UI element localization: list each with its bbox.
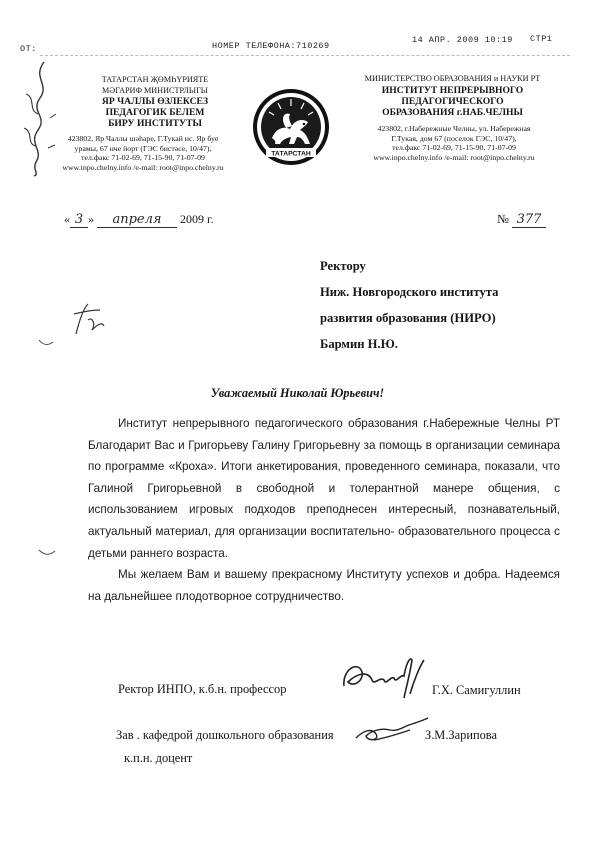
head-title: Зав . кафедрой дошкольного образования (116, 728, 334, 742)
letterhead-left-address-line4: www.inpo.chelny.info /e-mail: root@inpo.chelny.ru (62, 162, 224, 172)
letterhead-right-address-line3: тел.факс 71-02-69, 71-15-90, 71-07-09 (392, 143, 516, 153)
rector-name: Г.Х. Самигуллин (432, 683, 521, 697)
letterhead-right-line4: ОБРАЗОВАНИЯ г.НАБ.ЧЕЛНЫ (382, 106, 523, 118)
letterhead-right-line3: ПЕДАГОГИЧЕСКОГО (401, 95, 504, 107)
letterhead-left-line3: ЯР ЧАЛЛЫ ӨЗЛЕКСЕЗ (101, 96, 209, 108)
fax-page-number: СТР1 (530, 34, 553, 44)
addressee-line4: Бармин Н.Ю. (320, 337, 398, 351)
addressee-block (320, 253, 498, 357)
fax-datetime: 14 АПР. 2009 10:19 (412, 35, 513, 45)
fax-phone-number: НОМЕР ТЕЛЕФОНА:710269 (212, 41, 330, 51)
letter-body (88, 413, 560, 607)
head-name: З.М.Зарипова (425, 728, 497, 742)
letterhead-left-line2: МӘГАРИФ МИНИСТРЛЫГЫ (102, 85, 208, 95)
letterhead-left-line5: БИРУ ИНСТИТУТЫ (108, 118, 202, 130)
addressee-line2: Ниж. Новгородского института (320, 285, 499, 299)
letterhead-left-line1: ТАТАРСТАН ҖӨМҺҮРИЯТЕ (101, 75, 209, 84)
letterhead-left-address-line3: тел.факс 71-02-69, 71-15-90, 71-07-09 (81, 153, 205, 163)
letterhead-right-line2: ИНСТИТУТ НЕПРЕРЫВНОГО (381, 84, 524, 96)
body-paragraph-1: Институт непрерывного педагогического образования г.Набережные Челны РТ Благодарит Вас и Григорьеву Галину Григорьевну за помощь в организации семинара по программе «Кроха». Итоги анкетирования, проведенного семинара, показали, что Галиной Григорьевной в свободной и толерантной манере общения, с использованием игровых подходов преподнесен интересный, познавательный, актуальный материал, для организации воспитательно- образовательного процесса с детьми раннего возраста. (88, 417, 560, 560)
document-number-prefix: № (497, 212, 509, 226)
rector-signature (340, 654, 435, 702)
body-paragraph-2: Мы желаем Вам и вашему прекрасному Институту успехов и добра. Надеемся на дальнейшее плодотворное сотрудничество. (88, 568, 560, 603)
letterhead-right-address (343, 124, 565, 162)
letterhead-left-address-line2: урамы, 67 нче йорт (ГЭС бистәсе, 10/47), (74, 143, 212, 153)
rector-title: Ректор ИНПО, к.б.н. профессор (118, 682, 287, 696)
letterhead-right (345, 74, 560, 118)
date-line: « 3 » апреля 2009 г. (64, 212, 214, 227)
handwritten-initials (70, 300, 110, 340)
date-year: 2009 г. (180, 212, 214, 226)
margin-tick-mark-2 (38, 548, 56, 558)
letterhead-right-address-line4: www.inpo.chelny.info /e-mail: root@inpo.chelny.ru (373, 152, 535, 162)
letterhead-right-address-line1: 423802, г.Набережные Челны, ул. Набережная (377, 124, 531, 133)
document-number (497, 212, 546, 228)
addressee-line1: Ректору (320, 259, 366, 273)
letterhead-left (70, 75, 240, 129)
tatarstan-emblem (250, 82, 332, 172)
letterhead-left-line4: ПЕДАГОГИК БЕЛЕМ (105, 107, 205, 119)
letterhead-right-line1: МИНИСТЕРСТВО ОБРАЗОВАНИЯ и НАУКИ РТ (364, 74, 541, 83)
emblem-ring-text: ТАТАРСТАН (271, 150, 311, 158)
letterhead-left-address (38, 134, 248, 172)
fax-from-label: OT: (20, 44, 37, 54)
fax-header-divider (40, 55, 570, 56)
letterhead-left-address-line1: 423802, Яр Чаллы шәһәре, Г.Тукай ис. Яр буе (67, 134, 219, 143)
date-month: апреля (97, 212, 177, 228)
margin-tick-mark (38, 338, 54, 348)
document-number-value: 377 (512, 212, 546, 228)
greeting: Уважаемый Николай Юрьевич! (210, 386, 385, 400)
letterhead-right-address-line2: Г.Тукая, дом 67 (поселок ГЭС, 10/47), (391, 133, 517, 143)
head-degree: к.п.н. доцент (124, 751, 193, 765)
date-day: 3 (70, 212, 88, 228)
head-signature (352, 716, 432, 746)
addressee-line3: развития образования (НИРО) (320, 311, 496, 325)
